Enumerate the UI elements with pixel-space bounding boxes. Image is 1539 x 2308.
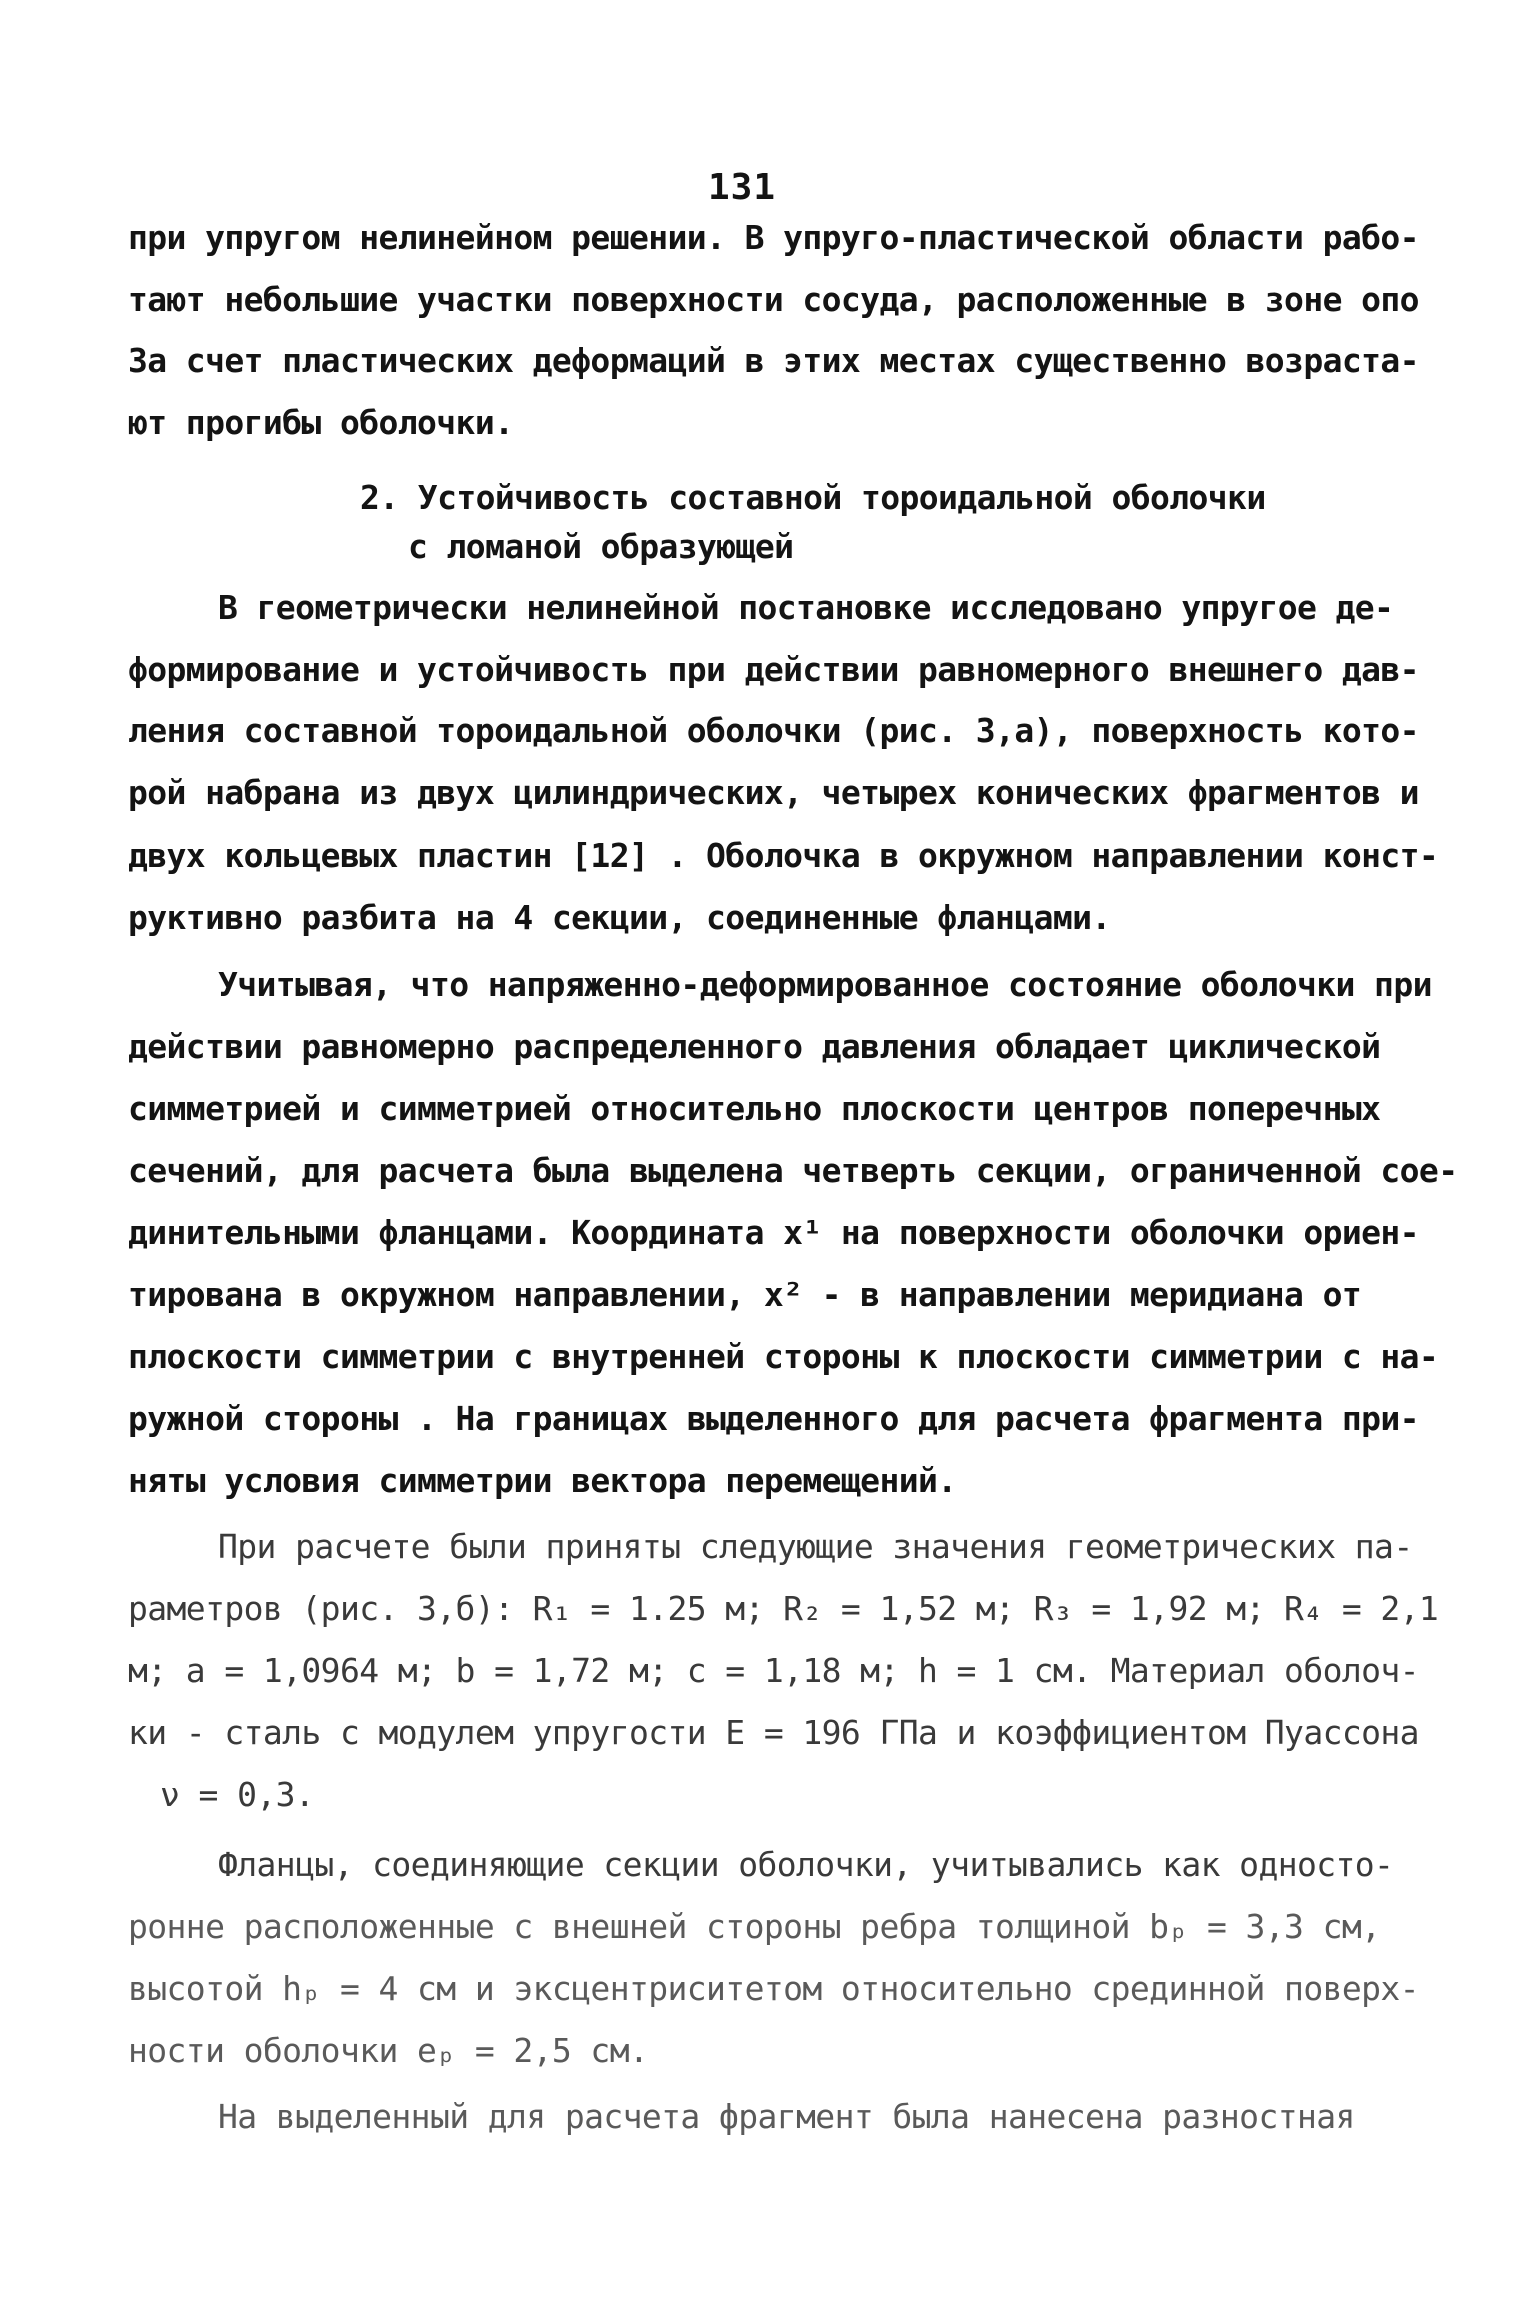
- text-line: рой набрана из двух цилиндрических, четырех конических фрагментов и: [128, 773, 1419, 812]
- text-line: руктивно разбита на 4 секции, соединенные фланцами.: [128, 898, 1111, 937]
- text-line: Учитывая, что напряженно-деформированное состояние оболочки при: [218, 965, 1432, 1004]
- text-line: ют прогибы оболочки.: [128, 403, 514, 442]
- text-line: формирование и устойчивость при действии равномерного внешнего дав-: [128, 650, 1419, 689]
- text-line: симметрией и симметрией относительно плоскости центров поперечных: [128, 1089, 1381, 1128]
- text-line: раметров (рис. 3,б): R₁ = 1.25 м; R₂ = 1,52 м; R₃ = 1,92 м; R₄ = 2,1: [128, 1589, 1439, 1628]
- text-line: тирована в окружном направлении, x² - в направлении меридиана от: [128, 1275, 1362, 1314]
- text-line: ления составной тороидальной оболочки (рис. 3,а), поверхность кото-: [128, 711, 1419, 750]
- text-line: сечений, для расчета была выделена четверть секции, ограниченной сое-: [128, 1151, 1458, 1190]
- section-heading-continued: с ломаной образующей: [408, 527, 794, 566]
- text-line: высотой hₚ = 4 см и эксцентриситетом относительно срединной поверх-: [128, 1969, 1419, 2008]
- text-line: тают небольшие участки поверхности сосуда, расположенные в зоне опо: [128, 280, 1419, 319]
- text-line: В геометрически нелинейной постановке исследовано упругое де-: [218, 588, 1394, 627]
- text-line: ности оболочки eₚ = 2,5 см.: [128, 2031, 649, 2070]
- text-line: няты условия симметрии вектора перемещений.: [128, 1461, 957, 1500]
- text-line: действии равномерно распределенного давления обладает циклической: [128, 1027, 1381, 1066]
- text-line: ронне расположенные с внешней стороны ребра толщиной bₚ = 3,3 см,: [128, 1907, 1381, 1946]
- text-line: Фланцы, соединяющие секции оболочки, учитывались как односто-: [218, 1845, 1394, 1884]
- section-heading: 2. Устойчивость составной тороидальной оболочки: [360, 478, 1266, 517]
- text-line: плоскости симметрии с внутренней стороны к плоскости симметрии с на-: [128, 1337, 1439, 1376]
- text-line: ки - сталь с модулем упругости E = 196 ГПа и коэффициентом Пуассона: [128, 1713, 1419, 1752]
- page-number: 131: [708, 167, 777, 208]
- text-line: м; a = 1,0964 м; b = 1,72 м; c = 1,18 м; h = 1 см. Материал оболоч-: [128, 1651, 1419, 1690]
- text-line: На выделенный для расчета фрагмент была нанесена разностная: [218, 2097, 1355, 2136]
- text-line: двух кольцевых пластин [12] . Оболочка в окружном направлении конст-: [128, 836, 1439, 875]
- text-line: За счет пластических деформаций в этих местах существенно возраста-: [128, 341, 1419, 380]
- text-line: ν = 0,3.: [160, 1775, 315, 1814]
- text-line: ружной стороны . На границах выделенного для расчета фрагмента при-: [128, 1399, 1419, 1438]
- text-line: При расчете были приняты следующие значения геометрических па-: [218, 1527, 1413, 1566]
- text-line: при упругом нелинейном решении. В упруго-пластической области рабо-: [128, 218, 1419, 257]
- text-line: динительными фланцами. Координата x¹ на поверхности оболочки ориен-: [128, 1213, 1419, 1252]
